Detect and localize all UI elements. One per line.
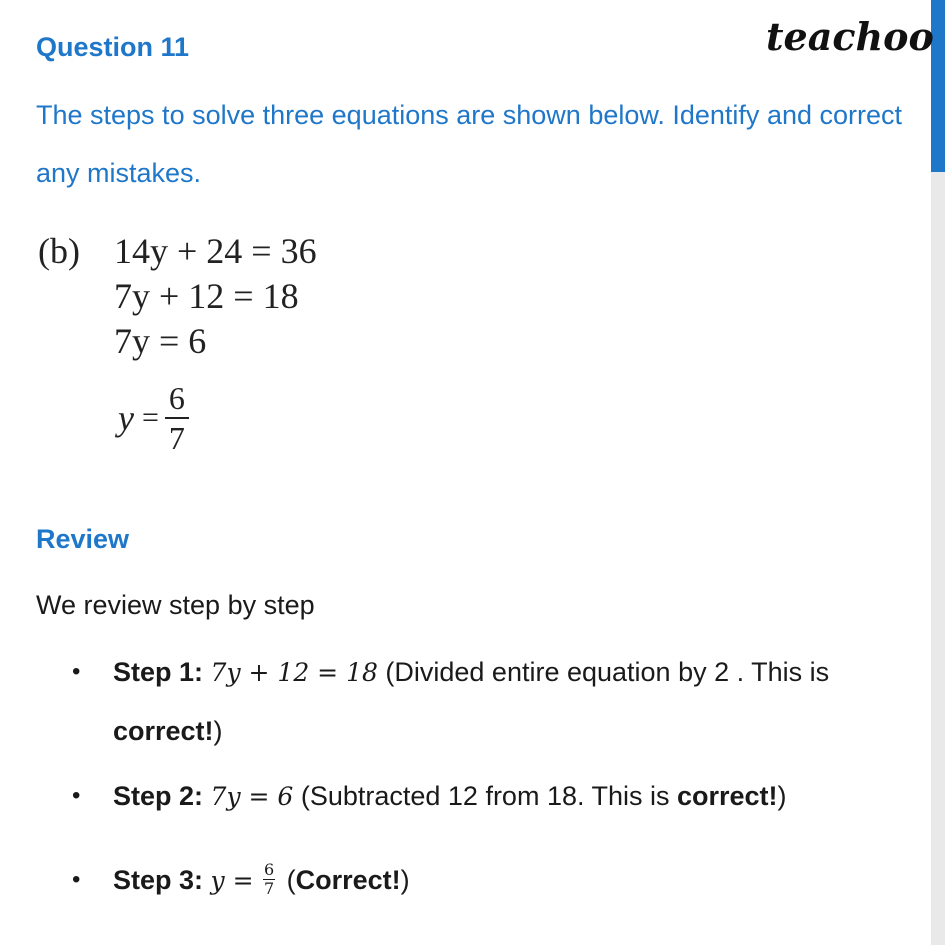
equation-line-3: 7y = 6 — [114, 321, 207, 361]
equation-line-1: 14y + 24 = 36 — [114, 231, 317, 271]
bullet-dot: • — [72, 866, 81, 893]
fraction: $\frac{6}{7}$ — [165, 380, 189, 456]
equation-line-2: 7y + 12 = 18 — [114, 276, 299, 316]
question-text: The steps to solve three equations are shown below. Identify and correct any mistakes. — [36, 100, 903, 188]
review-heading: Review — [36, 524, 130, 554]
equation-line-4: y = $\frac{6}{7}$ — [118, 380, 189, 456]
review-step-3: Step 3: y = $\frac{6}{7}$ (Correct!) — [113, 860, 410, 899]
teachoo-logo: teachoo — [766, 14, 934, 59]
bullet-dot: • — [72, 782, 81, 809]
review-intro: We review step by step — [36, 590, 315, 620]
step-3-fraction: $\frac{6}{7}$ — [264, 860, 275, 899]
review-step-1: Step 1: 7y + 12 = 18 (Divided entire equation by 2 . This is correct!) — [113, 657, 830, 746]
bullet-dot: • — [72, 658, 81, 685]
review-step-2: Step 2: 7y = 6 (Subtracted 12 from 18. This is correct!) — [113, 781, 787, 811]
side-scroll-bar — [931, 0, 945, 945]
question-title: Question 11 — [36, 32, 190, 62]
equation-label: (b) — [38, 231, 80, 271]
